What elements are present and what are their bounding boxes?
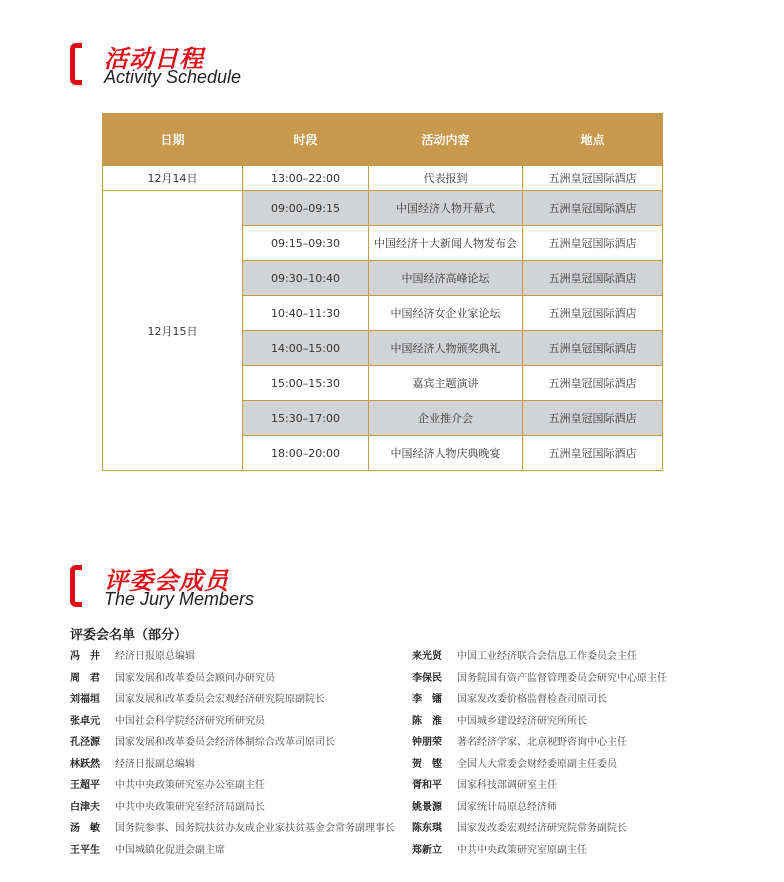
jury-title-cn: 评委会成员 [104,567,229,595]
jury-list-subtitle: 评委会名单（部分） [70,628,188,643]
member-name: 钟朋荣 [412,737,442,748]
schedule-title-cn: 活动日程 [104,45,204,73]
member-title: 国家发展和改革委员会经济体制综合改革司原司长 [115,737,335,748]
member-name: 张卓元 [70,715,100,727]
cell-event: 中国经济人物庆典晚宴 [369,436,523,471]
member-title: 国家统计局原总经济师 [457,801,557,813]
member-title: 著名经济学家、北京视野咨询中心主任 [457,737,627,748]
cell-place: 五洲皇冠国际酒店 [523,331,663,366]
schedule-header-row [103,114,663,166]
cell-time: 09:30–10:40 [243,261,369,296]
member-name: 姚景源 [412,801,442,813]
member-title: 中国城镇化促进会副主席 [115,844,225,856]
member-name: 汤 敏 [70,823,100,834]
cell-time: 10:40–11:30 [243,296,369,331]
cell-event: 企业推介会 [369,401,523,436]
cell-place: 五洲皇冠国际酒店 [523,401,663,436]
member-title: 中国社会科学院经济研究所研究员 [115,715,265,727]
member-title: 国家发展和改革委员会宏观经济研究院原副院长 [115,694,325,705]
member-title: 国家发展和改革委员会顾问办研究员 [115,672,275,684]
cell-place: 五洲皇冠国际酒店 [523,436,663,471]
member-title: 中共中央政策研究室原副主任 [457,844,587,856]
header-event: 活动内容 [369,114,523,166]
cell-event: 中国经济十大新闻人物发布会 [369,226,523,261]
member-title: 全国人大常委会财经委原副主任委员 [457,758,617,770]
member-name: 郑新立 [412,844,442,856]
cell-place: 五洲皇冠国际酒店 [523,191,663,226]
cell-time: 14:00–15:00 [243,331,369,366]
member-title: 经济日报原总编辑 [115,651,195,662]
cell-event: 中国经济人物颁奖典礼 [369,331,523,366]
cell-place: 五洲皇冠国际酒店 [523,261,663,296]
member-name: 王超平 [70,780,100,791]
member-name: 陈 淮 [412,715,442,727]
member-title: 国务院参事、国务院扶贫办友成企业家扶贫基金会常务副理事长 [115,823,395,834]
cell-time: 15:00–15:30 [243,366,369,401]
red-bracket-icon [70,43,82,85]
red-bracket-icon [70,565,82,607]
cell-place: 五洲皇冠国际酒店 [523,366,663,401]
schedule-title-en: Activity Schedule [104,67,242,87]
cell-event: 中国经济人物开幕式 [369,191,523,226]
member-name: 白津夫 [70,801,100,813]
cell-event: 嘉宾主题演讲 [369,366,523,401]
member-name: 来光贤 [412,651,442,662]
member-title: 国家科技部调研室主任 [457,780,557,791]
member-name: 李 镭 [412,694,442,705]
member-name: 贺 铿 [412,758,442,770]
member-name: 王平生 [70,844,100,856]
member-name: 胥和平 [412,780,442,791]
cell-time: 13:00–22:00 [243,166,369,191]
cell-event: 中国经济高峰论坛 [369,261,523,296]
member-name: 李保民 [412,672,442,684]
cell-time: 15:30–17:00 [243,401,369,436]
member-name: 孔泾源 [70,737,100,748]
member-title: 国家发改委价格监督检查司原司长 [457,694,607,705]
cell-place: 五洲皇冠国际酒店 [523,226,663,261]
cell-time: 18:00–20:00 [243,436,369,471]
member-title: 国务院国有资产监督管理委员会研究中心原主任 [457,672,667,684]
cell-event: 中国经济女企业家论坛 [369,296,523,331]
member-name: 刘福垣 [70,694,100,705]
member-title: 中国城乡建设经济研究所所长 [457,715,587,727]
cell-event: 代表报到 [369,166,523,191]
member-title: 中国工业经济联合会信息工作委员会主任 [457,651,637,662]
cell-place: 五洲皇冠国际酒店 [523,166,663,191]
cell-time: 09:00–09:15 [243,191,369,226]
member-title: 国家发改委宏观经济研究院常务副院长 [457,823,627,834]
member-name: 周 君 [70,672,100,684]
cell-time: 09:15–09:30 [243,226,369,261]
member-title: 中共中央政策研究室办公室副主任 [115,780,265,791]
cell-place: 五洲皇冠国际酒店 [523,296,663,331]
header-time: 时段 [243,114,369,166]
cell-date: 12月14日 [103,166,243,191]
cell-date: 12月15日 [103,191,243,471]
table-row [103,191,663,226]
header-date: 日期 [103,114,243,166]
member-title: 经济日报副总编辑 [115,758,195,770]
member-name: 陈东琪 [412,823,442,834]
member-name: 林跃然 [70,758,100,770]
jury-title-en: The Jury Members [104,589,255,609]
schedule-table [102,113,663,471]
header-place: 地点 [523,114,663,166]
member-name: 冯 井 [70,651,100,662]
member-title: 中共中央政策研究室经济局副局长 [115,801,265,813]
table-row [103,166,663,191]
